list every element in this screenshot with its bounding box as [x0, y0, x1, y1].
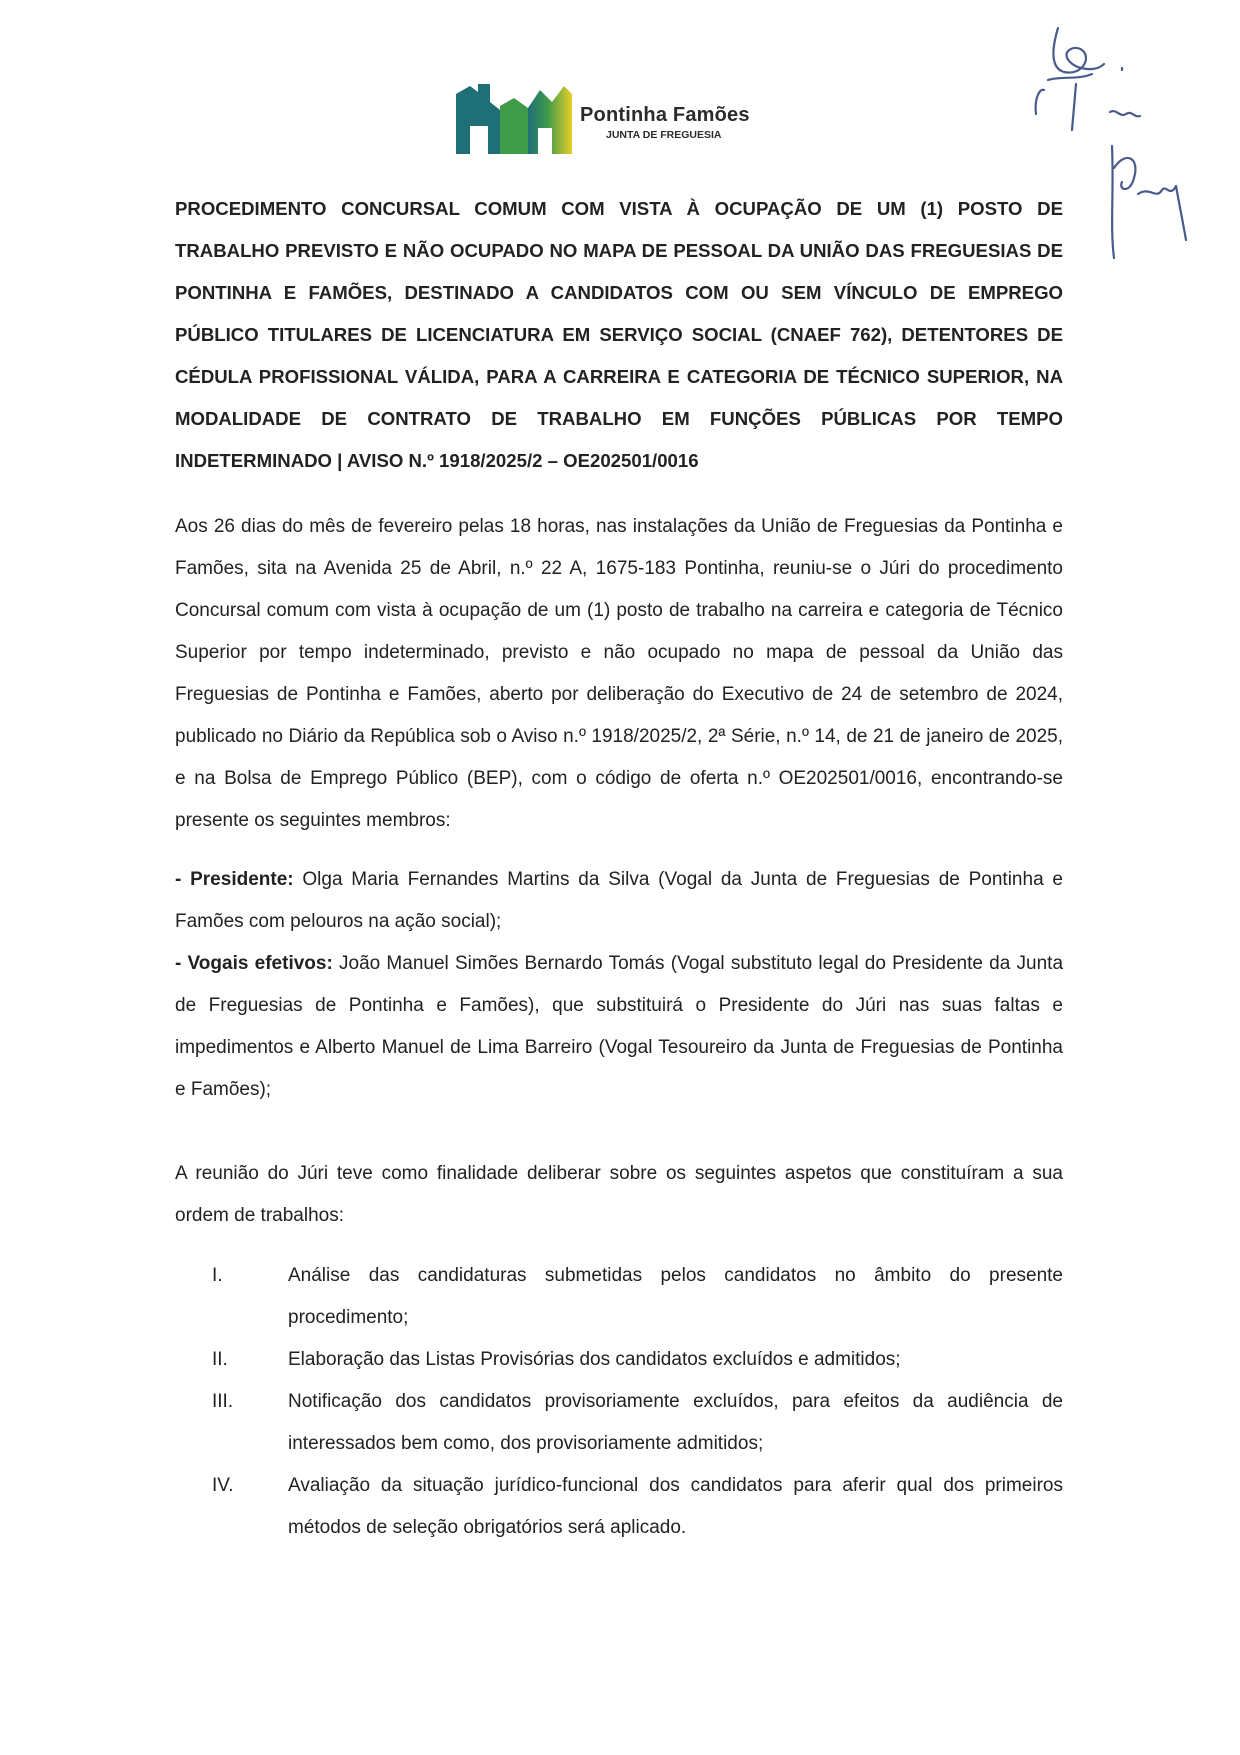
meeting-paragraph: A reunião do Júri teve como finalidade deliberar sobre os seguintes aspetos que constituíram a sua ordem de trabalhos:: [175, 1163, 1063, 1226]
agenda-text: Elaboração das Listas Provisórias dos candidatos excluídos e admitidos;: [288, 1349, 901, 1370]
agenda-text: Notificação dos candidatos provisoriamente excluídos, para efeitos da audiência de interessados bem como, dos provisoriamente admitidos;: [288, 1391, 1063, 1454]
agenda-text: Avaliação da situação jurídico-funcional dos candidatos para aferir qual dos primeiros métodos de seleção obrigatórios será aplicado.: [288, 1475, 1063, 1538]
agenda-number: III.: [212, 1391, 234, 1412]
agenda-number: IV.: [212, 1475, 234, 1496]
agenda-item: [175, 1339, 1063, 1381]
intro-paragraph: Aos 26 dias do mês de fevereiro pelas 18 horas, nas instalações da União de Freguesias da Pontinha e Famões, sita na Avenida 25 de Abril, n.º 22 A, 1675-183 Pontinha, reuniu-se o Júri do procedimento Concursal comum com vista à ocupação de um (1) posto de trabalho na carreira e categoria de Técnico Superior por tempo indeterminado, previsto e não ocupado no mapa de pessoal da União das Freguesias de Pontinha e Famões, aberto por deliberação do Executivo de 24 de setembro de 2024, publicado no Diário da República sob o Aviso n.º 1918/2025/2, 2ª Série, n.º 14, de 21 de janeiro de 2025, e na Bolsa de Emprego Público (BEP), com o código de oferta n.º OE202501/0016, encontrando-se presente os seguintes membros:: [175, 516, 1063, 831]
agenda-list: [175, 1255, 1063, 1549]
vogais-entry: [175, 943, 1063, 1111]
vogais-label: - Vogais efetivos:: [175, 953, 333, 974]
jury-members: [175, 859, 1063, 1111]
vogais-text: João Manuel Simões Bernardo Tomás (Vogal substituto legal do Presidente da Junta de Freguesias de Pontinha e Famões), que substituirá o Presidente do Júri nas suas faltas e impedimentos e Alberto Manuel de Lima Barreiro (Vogal Tesoureiro da Junta de Freguesias de Pontinha e Famões);: [175, 953, 1064, 1100]
org-subtitle: JUNTA DE FREGUESIA: [606, 129, 722, 141]
agenda-item: [175, 1381, 1063, 1465]
agenda-number: I.: [212, 1265, 223, 1286]
agenda-item: [175, 1465, 1063, 1549]
document-title: PROCEDIMENTO CONCURSAL COMUM COM VISTA À OCUPAÇÃO DE UM (1) POSTO DE TRABALHO PREVISTO E NÃO OCUPADO NO MAPA DE PESSOAL DA UNIÃO DAS FREGUESIAS DE PONTINHA E FAMÕES, DESTINADO A CANDIDATOS COM OU SEM VÍNCULO DE EMPREGO PÚBLICO TITULARES DE LICENCIATURA EM SERVIÇO SOCIAL (CNAEF 762), DETENTORES DE CÉDULA PROFISSIONAL VÁLIDA, PARA A CARREIRA E CATEGORIA DE TÉCNICO SUPERIOR, NA MODALIDADE DE CONTRATO DE TRABALHO EM FUNÇÕES PÚBLICAS POR TEMPO INDETERMINADO | AVISO N.º 1918/2025/2 – OE202501/0016: [175, 198, 1063, 471]
agenda-item: [175, 1255, 1063, 1339]
president-label: - Presidente:: [175, 869, 294, 890]
president-text: Olga Maria Fernandes Martins da Silva (Vogal da Junta de Freguesias de Pontinha e Famões com pelouros na ação social);: [175, 869, 1063, 932]
agenda-text: Análise das candidaturas submetidas pelos candidatos no âmbito do presente procedimento;: [288, 1265, 1063, 1328]
org-name: Pontinha Famões: [580, 104, 750, 126]
president-entry: [175, 859, 1063, 943]
org-logo: [456, 84, 796, 156]
agenda-number: II.: [212, 1349, 228, 1370]
logo-mark-icon: [456, 84, 576, 154]
